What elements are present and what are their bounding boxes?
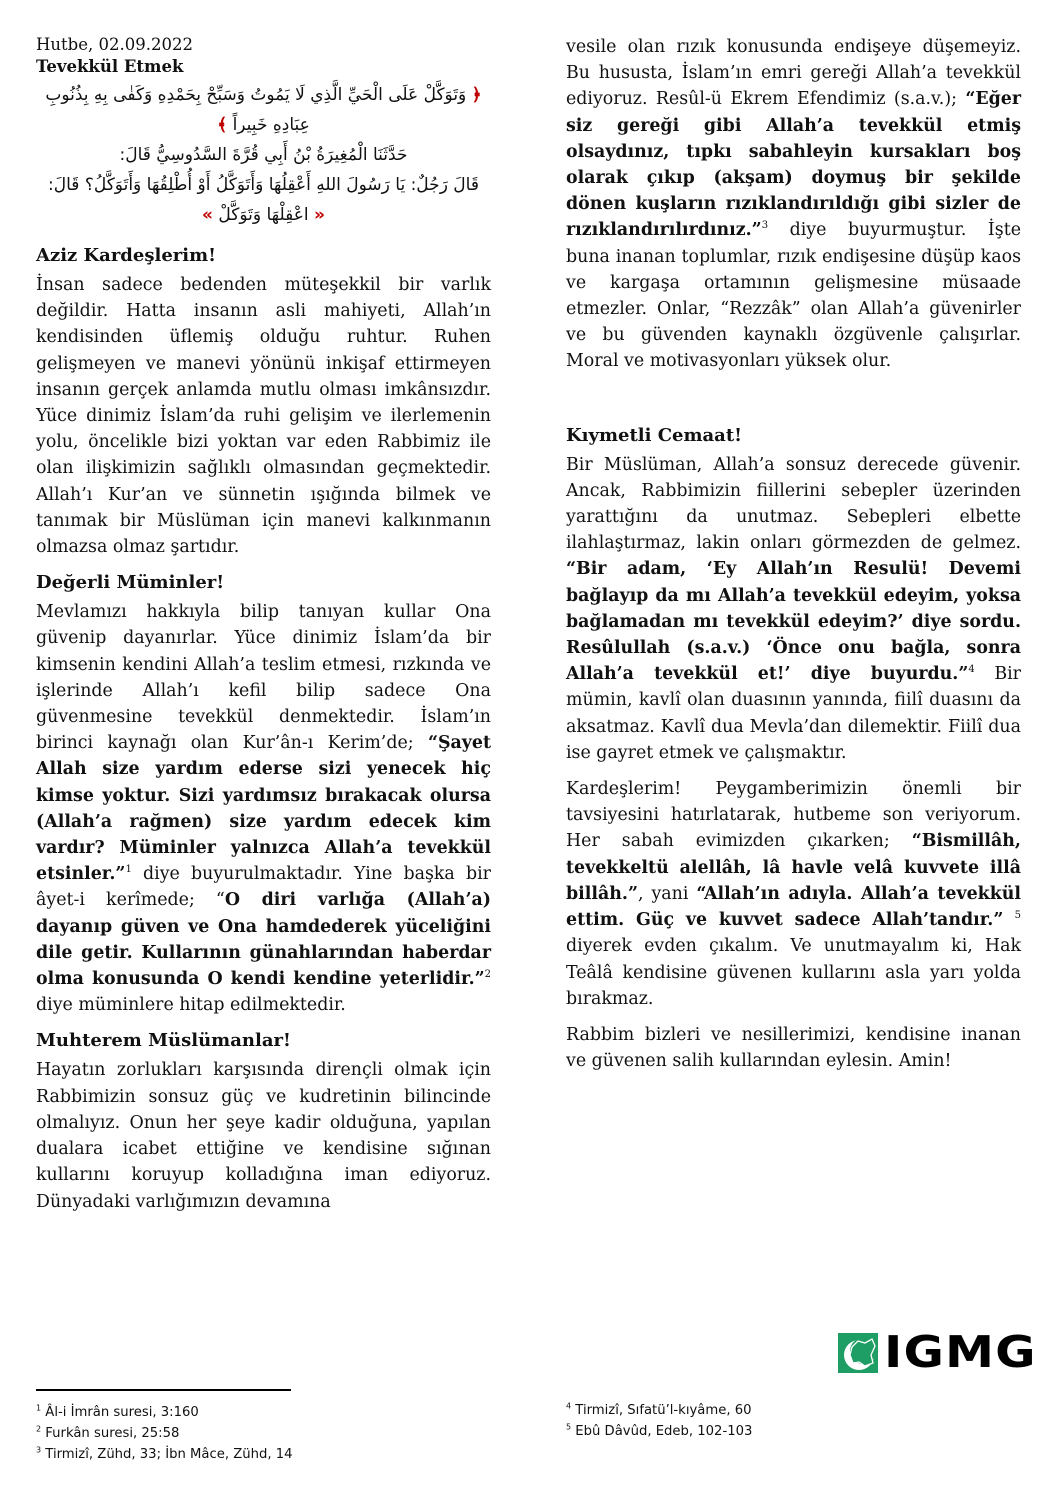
ayah-close-bracket: ﴾ xyxy=(217,115,228,135)
crescent-map-icon xyxy=(838,1333,878,1373)
footnote xyxy=(566,1400,752,1421)
paragraph-text: Mevlamızı hakkıyla bilip tanıyan kullar Ona güvenip dayanırlar. Yüce dinimiz İslam’da bir kimsenin kendini Allah’a teslim etmesi, rızkında ve işlerinde Allah’ı kefil bilip sadece Ona güvenmesine tevekkül denmektedir. İslam’ın birinci kaynağı olan Kur’ân-ı Kerim’de; xyxy=(36,602,491,754)
quran-quote: “Şayet Allah size yardım ederse sizi yenecek hiç kimse yoktur. Sizi yardımsız bırakacak olursa (Allah’a rağmen) size yardım edecek kim vardır? Müminler yalnızca Allah’a tevekkül etsinler.” xyxy=(36,733,491,885)
footnote-ref: 4 xyxy=(968,664,975,676)
paragraph-continued xyxy=(566,34,1021,375)
footnote-number: 1 xyxy=(36,1403,42,1413)
footnote xyxy=(36,1423,293,1444)
sermon-date: Hutbe, 02.09.2022 xyxy=(36,35,193,54)
footnote-divider xyxy=(36,1389,291,1391)
paragraph xyxy=(566,776,1021,1012)
ayah-open-bracket: ﴿ xyxy=(471,85,482,105)
section-heading: Kıymetli Cemaat! xyxy=(566,424,743,446)
logo-text: IGMG xyxy=(884,1327,1037,1378)
paragraph xyxy=(36,599,491,1018)
hadith-question-line: قَالَ رَجُلٌ: يَا رَسُولَ اللهِ أَعْقِلُهَا وَأَتَوَكَّلُ أَوْ أُطْلِقُهَا وَأَتَوَكَّلُ؟ قَالَ: xyxy=(48,175,479,195)
hadith-answer-line xyxy=(36,200,491,230)
hadith-quote: “Eğer siz gereği gibi Allah’a tevekkül etmiş olsaydınız, tıpkı sabahleyin kursakları boş olarak çıkıp (akşam) doymuş bir şekilde dönen kuşların rızıklandırıldığı gibi sizler de rızıklandırılırdınız.” xyxy=(566,89,1021,241)
hadith-chain-line: حَدَّثَنَا الْمُغِيرَةُ بْنُ أَبِي قُرَّةَ السَّدُوسِيُّ قَالَ: xyxy=(119,145,408,165)
footnote-text: Ebû Dâvûd, Edeb, 102-103 xyxy=(575,1424,753,1439)
footnote-text: Tirmizî, Zühd, 33; İbn Mâce, Zühd, 14 xyxy=(45,1447,293,1462)
footnote-number: 3 xyxy=(36,1445,42,1455)
footnote-text: Tirmizî, Sıfatü’l-kıyâme, 60 xyxy=(575,1403,752,1418)
paragraph-text: diye buyurulmaktadır. Yine başka bir âyet-i kerîmede; “ xyxy=(36,864,491,911)
paragraph: Hayatın zorlukları karşısında dirençli olmak için Rabbimizin sonsuz güç ve kudretinin bilincinde olmalıyız. Onun her şeye kadir olduğuna, yapılan dualara icabet ettiğine ve kendisine sığınan kullarını koruyup kolladığına iman ediyoruz. Dünyadaki varlığımızın devamına xyxy=(36,1060,491,1212)
paragraph-text: Kardeşlerim! Peygamberimizin önemli bir tavsiyesini hatırlatarak, hutbeme son veriyorum. Her sabah evimizden çıkarken; xyxy=(566,779,1021,852)
paragraph-text: , yani xyxy=(637,883,697,904)
hadith-close-quote: » xyxy=(202,205,213,225)
dua-quote: “Bismillâh, tevekkeltü alellâh, lâ havle velâ kuvvete illâ billâh.” xyxy=(566,831,1021,904)
right-column xyxy=(566,34,1021,1084)
footnote xyxy=(36,1402,293,1423)
quran-quote: O diri varlığa (Allah’a) dayanıp güven ve Ona hamdederek yüceliğini dile getir. Kullarının günahlarından haberdar olma konusunda O kendi kendine yeterlidir.” xyxy=(36,890,491,990)
footnote-text: Âl-i İmrân suresi, 3:160 xyxy=(45,1405,199,1420)
paragraph-text: diye buyurmuştur. İşte buna inanan toplumlar, rızık endişesine düşüp kaos ve kargaşa ortamının gelişmesine müsaade etmezler. Onlar, “Rezzâk” olan Allah’a güvenirler ve bu güvenden kaynaklı özgüvenle çalışırlar. Moral ve motivasyonları yüksek olur. xyxy=(566,220,1021,372)
ayah-line xyxy=(36,80,491,140)
footnotes-left xyxy=(36,1402,293,1465)
igmg-logo xyxy=(838,1327,1037,1378)
paragraph-text: diye müminlere hitap edilmektedir. xyxy=(36,995,346,1016)
closing-paragraph: Rabbim bizleri ve nesillerimizi, kendisine inanan ve güvenen salih kullarından eylesin. Amin! xyxy=(566,1024,1021,1072)
section-heading: Muhterem Müslümanlar! xyxy=(36,1030,291,1052)
footnote-ref: 2 xyxy=(484,969,491,981)
paragraph: İnsan sadece bedenden müteşekkil bir varlık değildir. Hatta insanın asli mahiyeti, Allah’ın kendisinden üflemiş olduğu ruhtur. Ruhen gelişmeyen ve manevi yönünü inkişaf ettirmeyen insanın gerçek anlamda mutlu olması imkânsızdır. Yüce dinimiz İslam’da ruhi gelişim ve ilerlemenin yolu, öncelikle bizi yoktan var eden Rabbimiz ile olan ilişkimizin sağlıklı olmasından geçmektedir. Allah’ı Kur’an ve sünnetin ışığında bilmek ve tanımak bir Müslüman için manevi kalkınmanın olmazsa olmaz şartıdır. xyxy=(36,275,491,558)
paragraph-text: vesile olan rızık konusunda endişeye düşemeyiz. Bu hususta, İslam’ın emri gereği Allah’a tevekkül ediyoruz. Resûl-ü Ekrem Efendimiz (s.a.v.); xyxy=(566,37,1021,110)
footnote-ref: 5 xyxy=(1014,910,1021,922)
hadith-open-quote: « xyxy=(314,205,325,225)
footnote-ref: 1 xyxy=(125,864,132,876)
paragraph-text: diyerek evden çıkalım. Ve unutmayalım ki, Hak Teâlâ kendisine güvenen kullarını asla yarı yolda bırakmaz. xyxy=(566,936,1021,1009)
section-heading: Aziz Kardeşlerim! xyxy=(36,245,217,266)
footnote-number: 4 xyxy=(566,1401,572,1411)
paragraph-text: Bir mümin, kavlî olan duasının yanında, fiilî duasını da aksatmaz. Kavlî dua Mevla’dan dilemektir. Fiilî dua ise gayret etmek ve çalışmaktır. xyxy=(566,664,1021,763)
footnote-text: Furkân suresi, 25:58 xyxy=(45,1426,180,1441)
sermon-title: Tevekkül Etmek xyxy=(36,57,184,76)
footnote xyxy=(36,1444,293,1465)
dua-translation: “Allah’ın adıyla. Allah’a tevekkül ettim. Güç ve kuvvet sadece Allah’tandır.” xyxy=(566,883,1021,931)
hadith-quote: اعْقِلْهَا وَتَوَكَّلْ xyxy=(218,205,309,225)
footnote-number: 5 xyxy=(566,1422,572,1432)
footnotes-right xyxy=(566,1400,752,1442)
ayah-text: وَتَوَكَّلْ عَلَى الْحَيِّ الَّذِي لَا يَمُوتُ وَسَبِّحْ بِحَمْدِهِ وَكَفٰى بِهِ بِذُنُوبِ عِبَادِهِ خَبِيراً xyxy=(45,85,467,135)
arabic-verse-block xyxy=(36,80,491,230)
paragraph xyxy=(566,452,1021,766)
section-heading: Değerli Müminler! xyxy=(36,572,225,594)
left-column xyxy=(36,34,491,1225)
footnote-number: 2 xyxy=(36,1424,42,1434)
paragraph-text: Bir Müslüman, Allah’a sonsuz derecede güvenir. Ancak, Rabbimizin fiillerini sebepler üzerinden yarattığını da unutmaz. Sebepleri elbette ilahlaştırmaz, lakin onları görmezden de gelmez. xyxy=(566,454,1021,554)
hadith-quote: “Bir adam, ‘Ey Allah’ın Resulü! Devemi bağlayıp da mı Allah’a tevekkül edeyim, yoksa bağlamadan mı tevekkül edeyim?’ diye sordu. Resûlullah (s.a.v.) ‘Önce onu bağla, sonra Allah’a tevekkül et!’ diye buyurdu.” xyxy=(566,559,1021,685)
footnote xyxy=(566,1421,752,1442)
footnote-ref: 3 xyxy=(761,220,769,232)
